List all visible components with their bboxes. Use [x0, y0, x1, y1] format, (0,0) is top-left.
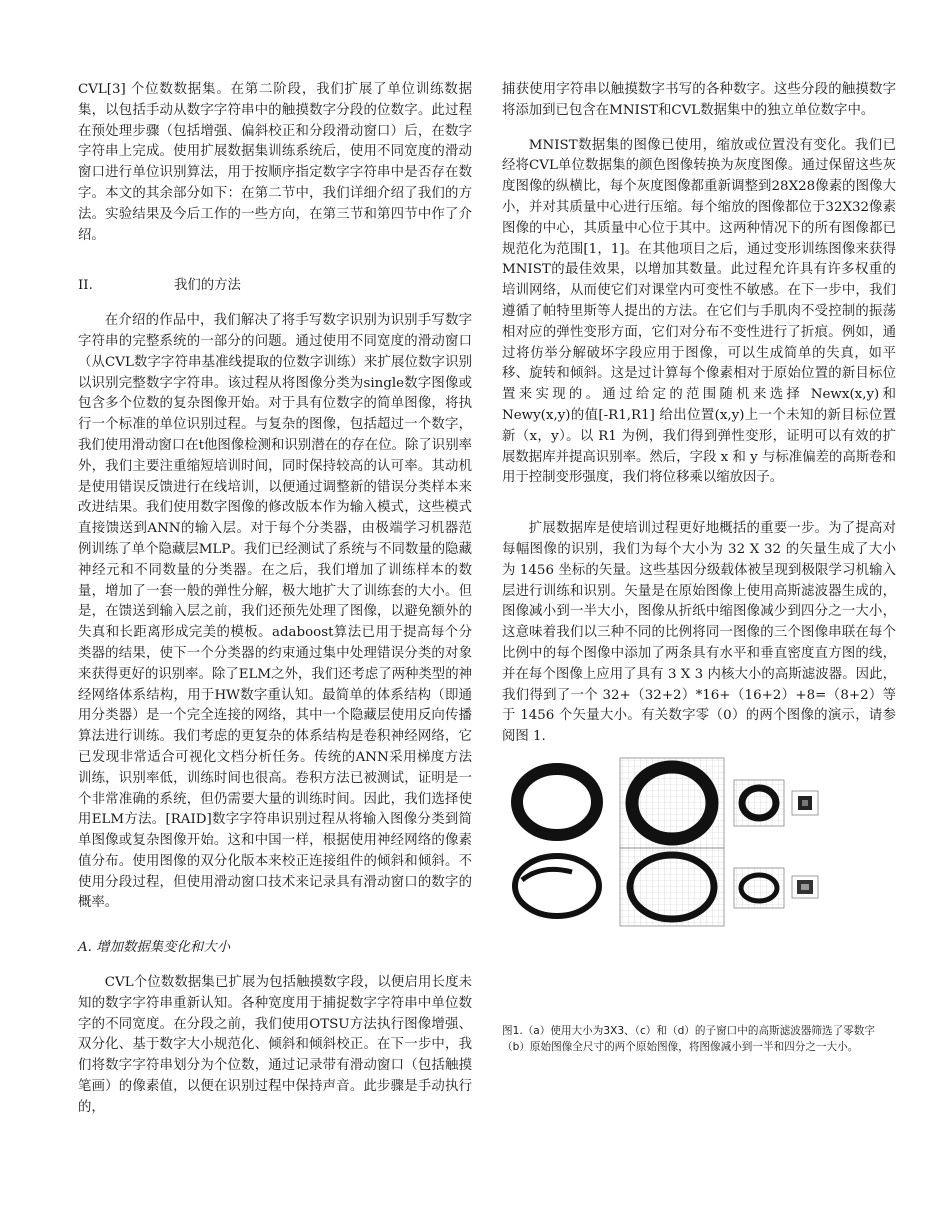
figure-panel-d-row2 — [792, 876, 818, 898]
figure-panel-b-row2 — [620, 848, 724, 926]
mnist-paragraph: MNIST数据集的图像已使用，缩放或位置没有变化。我们已经将CVL单位数据集的颜色图像转换为灰度图像。通过保留这些灰度图像的纵横比，每个灰度图像都重新调整到28X28像素的图像大小，并对其质量中心进行压缩。每个缩放的图像都位于32X32像素图像的中心，其质量中心位于其中。这两种情况下的所有图像都已规范化为范围[1，1]。在其他项目之后，通过变形训练图像来获得MNIST的最佳效果，以增加其数量。此过程允许具有许多权重的培训网络，从而使它们对课堂内可变性不敏感。在下一步中，我们遵循了帕特里斯等人提出的方法。在它们与手肌肉不受控制的振荡相对应的弹性变形方面，它们对分布不变性进行了折痕。例如，通过将仿举分解破坏字段应用于图像，可以生成简单的失真，如平移、旋转和倾斜。这是过计算每个像素相对于原始位置的新目标位置来实现的。通过给定的范围随机来选择 Newx(x,y)和 Newy(x,y)的值[-R1,R1] 给出位置(x,y)上一个未知的新目标位置新（x，y）。以 R1 为例，我们得到弹性变形，证明可以有效的扩展数据库并提高识别率。然后，字段 x 和 y 与标准偏差的高斯卷和用于控制变形强度，我们将位移乘以缩放因子。 — [502, 137, 896, 486]
figure-panel-b — [620, 758, 724, 848]
extend-paragraph: 扩展数据库是使培训过程更好地概括的重要一步。为了提高对每幅图像的识别，我们为每个大小为 32 X 32 的矢量生成了大小为 1456 坐标的矢量。这些基因分级载体被呈现到极限学习机输入层进行训练和识别。矢量是在原始图像上使用高斯滤波器生成的，图像减小到一半大小，图像从折纸中缩图像减少到四分之一大小，这意味着我们以三种不同的比例将同一图像的三个图像串联在每个比例中的每个图像中添加了两条具有水平和垂直密度直方图的线，并在每个图像上应用了具有 3 X 3 内核大小的高斯滤波器。因此，我们得到了一个 32+（32+2）*16+（16+2）+8=（8+2）等于 1456 个矢量大小。有关数字零（0）的两个图像的演示，请参阅图 1. — [502, 521, 896, 745]
figure-panel-a — [517, 769, 597, 835]
continuation-paragraph: 捕获使用字符串以触摸数字书写的各种数字。这些分段的触摸数字将添加到已包含在MNIST和CVL数据集中的独立单位数字中。 — [502, 82, 896, 118]
subsection-title: A. 增加数据集变化和大小 — [78, 940, 231, 956]
left-column — [78, 80, 472, 1119]
figure-caption: 图1.（a）使用大小为3X3、（c）和（d）的子窗口中的高斯滤波器筛选了零数字（b）原始图像全尺寸的两个原始图像，将图像减小到一半和四分之一大小。 — [502, 1024, 875, 1053]
right-column — [502, 80, 896, 1055]
section-heading — [78, 276, 472, 297]
method-paragraph: 在介绍的作品中，我们解决了将手写数字识别为识别手写数字字符串的完整系统的一部分的问题。通过使用不同宽度的滑动窗口（从CVL数字字符串基准线提取的位数字训练）来扩展位数字识别以识别完整数字字符串。该过程从将图像分类为single数字图像或包含多个位数的复杂图像开始。对于具有位数字的简单图像，将执行一个标准的单位识别过程。与复杂的图像，包括超过一个数字，我们使用滑动窗口在t他图像检测和识别潜在的存在位。除了识别率外，我们主要注重缩短培训时间，同时保持较高的认可率。其动机是使用错误反馈进行在线培训，以便通过调整新的错误分类样本来改进结果。我们使用数字图像的修改版本作为输入模式，这些模式直接馈送到ANN的输入层。对于每个分类器，由极端学习机器范例训练了单个隐藏层MLP。我们已经测试了系统与不同数量的隐藏神经元和不同数量的分类器。在之后，我们增加了训练样本的数量，增加了一套一般的弹性分解，极大地扩大了训练套的大小。但是，在馈送到输入层之前，我们还预先处理了图像，以避免额外的失真和长距离形成完美的模板。adaboost算法已用于提高每个分类器的结果，使下一个分类器的约束通过集中处理错误分类的对象来获得更好的识别率。除了ELM之外，我们还考虑了两种类型的神经网络体系结构，用于HW数字重认知。最简单的体系结构（即通用分类器）是一个完全连接的网络，其中一个隐藏层使用反向传播算法进行训练。我们考虑的更复杂的体系结构是卷积神经网络，它已发现非常适合可视化文档分析任务。传统的ANN采用梯度方法训练，识别率低，训练时间也很高。卷积方法已被测试，证明是一个非常准确的系统，但仍需要大量的训练时间。因此，我们选择使用ELM方法。[RAID]数字字符串识别过程从将输入图像分类到简单图像或复杂图像开始。这和中国一样，根据使用神经网络的像素值分布。使用图像的双分化版本来校正连接组件的倾斜和倾斜。不使用分段过程，但使用滑动窗口技术来记录具有滑动窗口的数字的概率。 — [78, 313, 472, 911]
figure-1 — [502, 754, 830, 930]
figure-panel-c — [734, 780, 784, 826]
figure-panel-a-row2 — [515, 856, 599, 916]
handwritten-zero-samples-icon — [502, 754, 830, 930]
figure-panel-c-row2 — [734, 868, 784, 908]
subsection-paragraph: CVL个位数数据集已扩展为包括触摸数字段，以便启用长度未知的数字字符串重新认知。各种宽度用于捕捉数字字符串中单位数字的不同宽度。在分段之前，我们使用OTSU方法执行图像增强、双分化、基于数字大小规范化、倾斜和倾斜校正。在下一步中，我们将数字字符串划分为个位数，通过记录带有滑动窗口（包括触摸笔画）的像素值，以便在识别过程中保持声音。此步骤是手动执行的， — [78, 975, 472, 1115]
figure-panel-d — [792, 791, 818, 815]
intro-paragraph: CVL[3] 个位数数据集。在第二阶段，我们扩展了单位训练数据集，以包括手动从数字字符串中的触摸数字分段的位数字。此过程在预处理步骤（包括增强、偏斜校正和分段滑动窗口）后，在数字字符串上完成。使用扩展数据集训练系统后，使用不同宽度的滑动窗口进行单位识别算法，用于按顺序指定数字字符串中是否存在数字。本文的其余部分如下：在第二节中，我们详细介绍了我们的方法。实验结果及今后工作的一些方向，在第三节和第四节中作了介绍。 — [78, 82, 472, 243]
section-title: 我们的方法 — [174, 278, 241, 294]
section-number: II. — [78, 278, 93, 294]
